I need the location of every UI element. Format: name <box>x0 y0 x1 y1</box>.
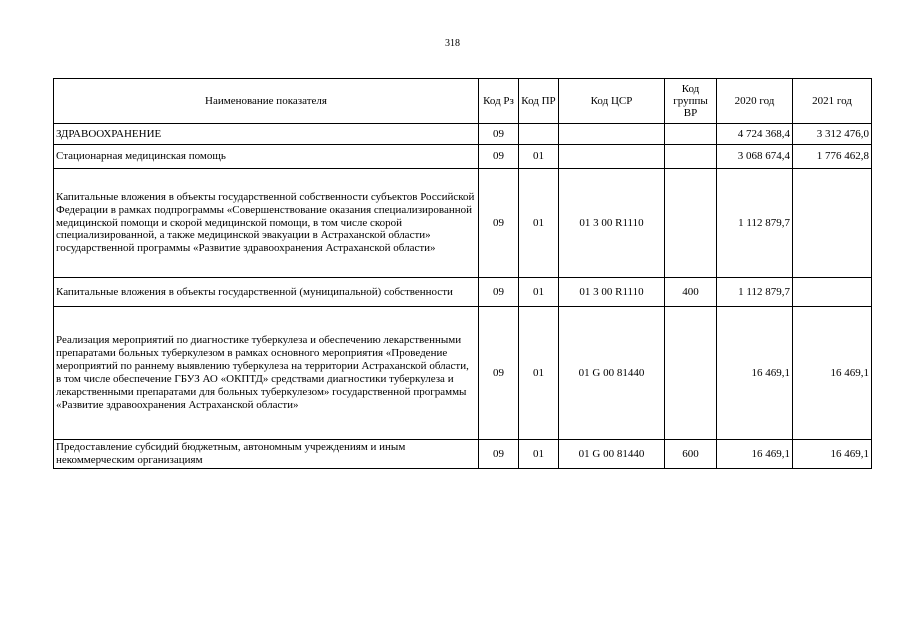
row-2020: 16 469,1 <box>717 440 793 469</box>
header-vr: Код группы ВР <box>665 79 717 124</box>
row-2021: 16 469,1 <box>793 307 872 440</box>
row-2020: 4 724 368,4 <box>717 124 793 145</box>
row-name: Капитальные вложения в объекты государственной (муниципальной) собственности <box>54 278 479 307</box>
row-name: Реализация мероприятий по диагностике туберкулеза и обеспечению лекарственными препаратами больных туберкулезом в рамках основного мероприятия «Проведение мероприятий по раннему выявлению туберкулеза на территории Астраханской области, в том числе обеспечение ГБУЗ АО «ОКПТД» средствами диагностики туберкулеза и лекарственными препаратами для больных туберкулезом» государственной программы «Развитие здравоохранения Астраханской области» <box>54 307 479 440</box>
row-pr: 01 <box>519 440 559 469</box>
table-row <box>54 278 872 307</box>
row-2020: 16 469,1 <box>717 307 793 440</box>
header-pr: Код ПР <box>519 79 559 124</box>
row-rz: 09 <box>479 124 519 145</box>
row-rz: 09 <box>479 169 519 278</box>
row-pr: 01 <box>519 307 559 440</box>
row-name: ЗДРАВООХРАНЕНИЕ <box>54 124 479 145</box>
row-2020: 3 068 674,4 <box>717 145 793 169</box>
row-csr: 01 3 00 R1110 <box>559 278 665 307</box>
table-row <box>54 145 872 169</box>
row-vr <box>665 169 717 278</box>
table-row <box>54 307 872 440</box>
row-2021: 3 312 476,0 <box>793 124 872 145</box>
row-2021 <box>793 278 872 307</box>
row-csr <box>559 124 665 145</box>
table-row <box>54 440 872 469</box>
row-name: Капитальные вложения в объекты государственной собственности субъектов Российской Федерации в рамках подпрограммы «Совершенствование оказания специализированной медицинской помощи и скорой медицинской помощи, в том числе скорой специализированной, а также медицинской эвакуации в Астраханской области» государственной программы «Развитие здравоохранения Астраханской области» <box>54 169 479 278</box>
row-csr: 01 G 00 81440 <box>559 307 665 440</box>
header-name: Наименование показателя <box>54 79 479 124</box>
table-row <box>54 169 872 278</box>
table-row <box>54 124 872 145</box>
row-vr: 600 <box>665 440 717 469</box>
row-vr: 400 <box>665 278 717 307</box>
row-pr <box>519 124 559 145</box>
row-pr: 01 <box>519 278 559 307</box>
row-csr <box>559 145 665 169</box>
row-2021: 16 469,1 <box>793 440 872 469</box>
row-name: Стационарная медицинская помощь <box>54 145 479 169</box>
row-rz: 09 <box>479 278 519 307</box>
row-csr: 01 G 00 81440 <box>559 440 665 469</box>
row-name: Предоставление субсидий бюджетным, автономным учреждениям и иным некоммерческим организациям <box>54 440 479 469</box>
budget-table <box>53 78 872 469</box>
header-2020: 2020 год <box>717 79 793 124</box>
header-csr: Код ЦСР <box>559 79 665 124</box>
row-csr: 01 3 00 R1110 <box>559 169 665 278</box>
row-2020: 1 112 879,7 <box>717 278 793 307</box>
row-pr: 01 <box>519 169 559 278</box>
header-2021: 2021 год <box>793 79 872 124</box>
header-rz: Код Рз <box>479 79 519 124</box>
row-2021 <box>793 169 872 278</box>
row-2021: 1 776 462,8 <box>793 145 872 169</box>
row-2020: 1 112 879,7 <box>717 169 793 278</box>
row-vr <box>665 124 717 145</box>
row-vr <box>665 307 717 440</box>
row-rz: 09 <box>479 440 519 469</box>
row-rz: 09 <box>479 307 519 440</box>
page-number: 318 <box>445 38 460 49</box>
row-pr: 01 <box>519 145 559 169</box>
row-vr <box>665 145 717 169</box>
row-rz: 09 <box>479 145 519 169</box>
table-header-row <box>54 79 872 124</box>
